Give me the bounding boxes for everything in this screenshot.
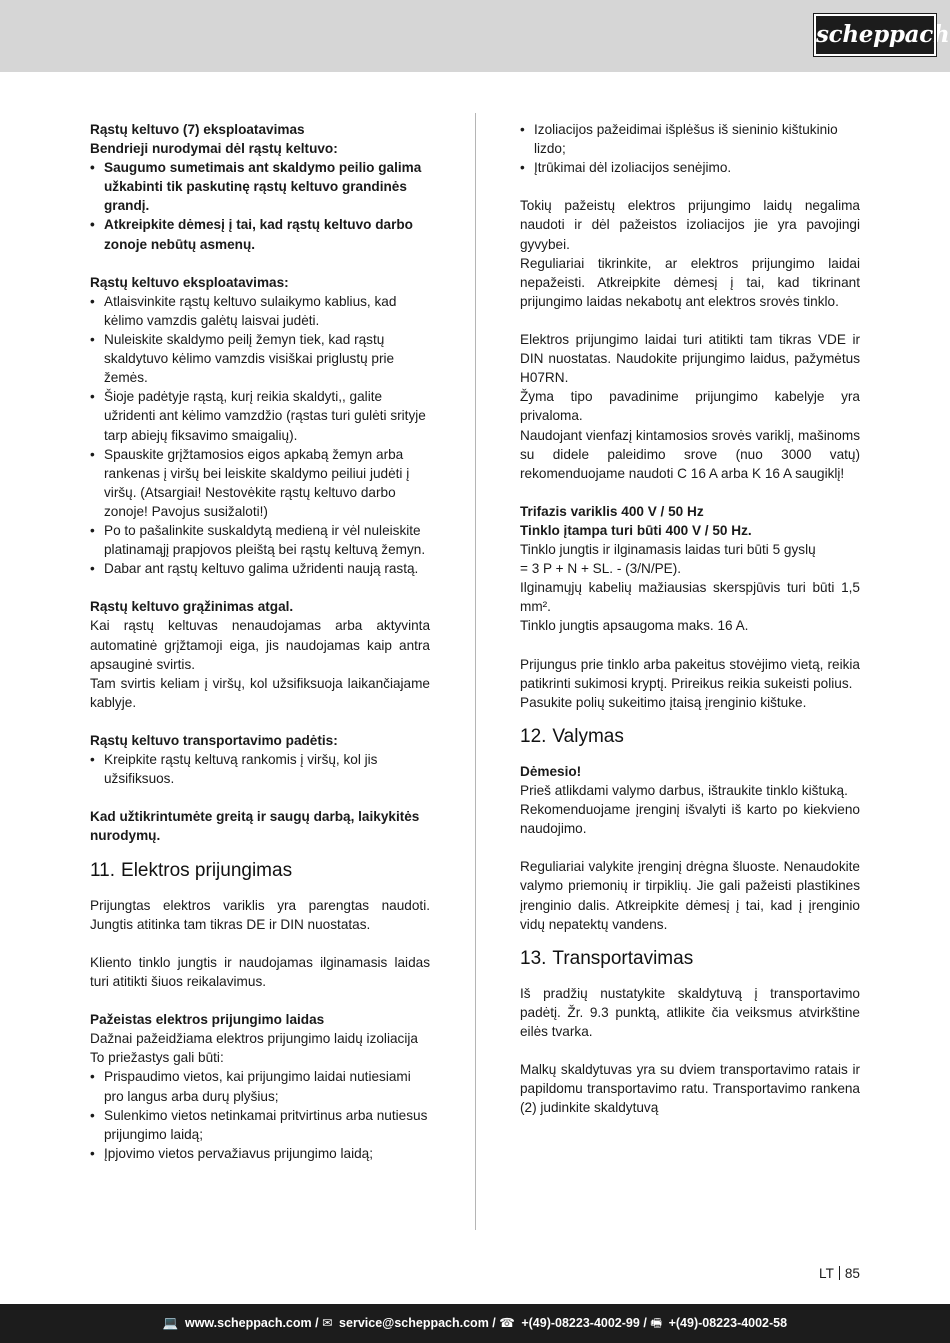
paragraph: Tam svirtis keliam į viršų, kol užsifiksuoja laikančiajame kablyje. — [90, 675, 430, 710]
list-item: • Šioje padėtyje rąstą, kurį reikia skaldyti,, galite užridenti ant kėlimo vamzdžio (rąstas turi gulėti srityje tarp abiejų fiksavimo smaigalių). — [90, 387, 430, 444]
page-footer: 💻 www.scheppach.com / ✉ service@scheppach.com / ☎ +(49)-08223-4002-99 / 🖷 +(49)-08223-4002-58 — [0, 1304, 950, 1343]
left-column — [90, 120, 430, 1163]
section-heading-11: 11. Elektros prijungimas — [90, 859, 293, 881]
paragraph: Kai rąstų keltuvas nenaudojamas arba aktyvinta automatinė grįžtamoji eiga, jis naudojamas kaip antra apsauginė svirtis. — [90, 618, 430, 672]
list-item: • Atkreipkite dėmesį į tai, kad rąstų keltuvo darbo zonoje nebūtų asmenų. — [90, 215, 430, 253]
paragraph: Žyma tipo pavadinime prijungimo kabelyje yra privaloma. — [520, 389, 860, 424]
list-item: • Izoliacijos pažeidimai išplėšus iš sieninio kištukinio lizdo; — [520, 120, 860, 158]
paragraph: To priežastys gali būti: — [90, 1050, 224, 1066]
paragraph: Reguliariai tikrinkite, ar elektros prijungimo laidai nepažeisti. Atkreipkite dėmesį į tai, kad tikrinant prijungimo laidas nekabotų ant elektros srovės tinklo. — [520, 255, 860, 309]
section-title: Rąstų keltuvo grąžinimas atgal. — [90, 599, 294, 615]
bullet-list — [90, 1067, 430, 1162]
page-header — [0, 0, 950, 72]
section-title: Rąstų keltuvo transportavimo padėtis: — [90, 733, 338, 748]
section-title: Rąstų keltuvo (7) eksploatavimas — [90, 122, 305, 137]
column-divider — [475, 113, 476, 1230]
paragraph: Kliento tinklo jungtis ir naudojamas ilginamasis laidas turi atitikti šiuos reikalavimus. — [90, 954, 430, 989]
paragraph: Prijungtas elektros variklis yra parengtas naudoti. Jungtis atitinka tam tikras DE ir DIN nuostatas. — [90, 897, 430, 932]
notice-text: Kad užtikrintumėte greitą ir saugų darbą, laikykitės nurodymų. — [90, 809, 420, 844]
paragraph: Iš pradžių nustatykite skaldytuvą į transportavimo padėtį. Žr. 9.3 punktą, atlikite čia veiksmus atvirkštine eilės tvarka. — [520, 985, 860, 1039]
list-item: • Saugumo sumetimais ant skaldymo peilio galima užkabinti tik paskutinę rąstų keltuvo grandinės grandį. — [90, 158, 430, 215]
section-heading-13: 13. Transportavimas — [520, 947, 694, 969]
bullet-list — [90, 750, 430, 788]
attention-label: Dėmesio! — [520, 763, 582, 779]
paragraph: Tokių pažeistų elektros prijungimo laidų negalima naudoti ir dėl pažeistos izoliacijos jie yra pavojingi gyvybei. — [520, 198, 860, 252]
paragraph: Malkų skaldytuvas yra su dviem transportavimo ratais ir papildomu transportavimo ratu. Transportavimo rankena (2) judinkite skaldytuvą — [520, 1062, 860, 1116]
footer-fax: +(49)-08223-4002-58 — [668, 1316, 788, 1330]
paragraph: Reguliariai valykite įrenginį drėgna šluoste. Nenaudokite valymo priemonių ir tirpiklių. Jie gali pažeisti plastikines įrenginio dalis. Atkreipkite dėmesį į tai, kad į įrenginio vidų nepatektų vandens. — [520, 859, 860, 932]
section-title: Rąstų keltuvo eksploatavimas: — [90, 274, 289, 290]
paragraph: Prieš atlikdami valymo darbus, ištraukite tinklo kištuką. — [520, 783, 848, 798]
list-item: • Kreipkite rąstų keltuvą rankomis į viršų, kol jis užsifiksuos. — [90, 750, 430, 788]
footer-email[interactable]: service@scheppach.com — [339, 1316, 489, 1330]
footer-website[interactable]: www.scheppach.com — [184, 1316, 312, 1330]
brand-logo: scheppach — [814, 14, 936, 56]
paragraph: Tinklo jungtis apsaugoma maks. 16 A. — [520, 618, 749, 634]
paragraph: Rekomenduojame įrenginį išvalyti iš karto po kiekvieno naudojimo. — [520, 802, 860, 837]
paragraph: Tinklo jungtis ir ilginamasis laidas turi būti 5 gyslų — [520, 542, 816, 558]
list-item: • Dabar ant rąstų keltuvo galima užridenti naują rastą. — [90, 559, 430, 578]
section-heading-12: 12. Valymas — [520, 725, 624, 747]
section-title: Pažeistas elektros prijungimo laidas — [90, 1012, 325, 1028]
section-title: Trifazis variklis 400 V / 50 Hz — [520, 503, 704, 519]
fax-icon: 🖷 — [650, 1316, 663, 1330]
list-item: • Įtrūkimai dėl izoliacijos senėjimo. — [520, 158, 860, 177]
bullet-list — [520, 120, 860, 177]
list-item: • Įpjovimo vietos pervažiavus prijungimo laidą; — [90, 1144, 430, 1163]
section-subtitle: Bendrieji nurodymai dėl rąstų keltuvo: — [90, 141, 338, 157]
list-item: • Spauskite grįžtamosios eigos apkabą žemyn arba rankenas į viršų bei leiskite skaldymo peiliui judėti į viršų. (Atsargiai! Nestovėkite rąstų keltuvo darbo zonoje! Pavojus susižaloti!) — [90, 445, 430, 521]
mail-icon: ✉ — [322, 1316, 333, 1330]
right-column — [520, 120, 860, 1117]
list-item: • Po to pašalinkite suskaldytą medieną ir vėl nuleiskite platinamąjį prapjovos pleištą bei rąstų keltuvą žemyn. — [90, 521, 430, 559]
paragraph: Elektros prijungimo laidai turi atitikti tam tikras VDE ir DIN nuostatas. Naudokite prijungimo laidus, pažymėtus H07RN. — [520, 332, 860, 386]
paragraph: = 3 P + N + SL. - (3/N/PE). — [520, 561, 682, 577]
page-number-value: 85 — [844, 1266, 860, 1281]
paragraph: Pasukite polių sukeitimo įtaisą įrenginio kištuke. — [520, 694, 807, 710]
section-subtitle: Tinklo įtampa turi būti 400 V / 50 Hz. — [520, 522, 752, 538]
bullet-list — [90, 158, 430, 253]
phone-icon: ☎ — [499, 1316, 515, 1330]
list-item: • Sulenkimo vietos netinkamai pritvirtinus arba nutiesus prijungimo laidą; — [90, 1106, 430, 1144]
paragraph: Dažnai pažeidžiama elektros prijungimo laidų izoliacija — [90, 1031, 418, 1047]
page-number — [819, 1266, 860, 1281]
list-item: • Prispaudimo vietos, kai prijungimo laidai nutiesiami pro langus arba durų plyšius; — [90, 1067, 430, 1105]
footer-phone: +(49)-08223-4002-99 — [521, 1316, 640, 1330]
list-item: • Atlaisvinkite rąstų keltuvo sulaikymo kablius, kad kėlimo vamzdis galėtų laisvai judėti. — [90, 292, 430, 330]
paragraph: Prijungus prie tinklo arba pakeitus stovėjimo vietą, reikia patikrinti sukimosi kryptį. Prireikus reikia sukeisti polius. — [520, 656, 860, 691]
list-item: • Nuleiskite skaldymo peilį žemyn tiek, kad rąstų skaldytuvo kėlimo vamzdis visiškai priglustų prie žemės. — [90, 330, 430, 387]
paragraph: Naudojant vienfazį kintamosios srovės variklį, mašinoms su didele paleidimo srove (nuo 3000 vatų) rekomenduojame naudoti C 16 A arba K 16 A saugiklį! — [520, 427, 860, 481]
bullet-list — [90, 292, 430, 578]
computer-icon: 💻 — [162, 1316, 179, 1330]
page-language: LT — [819, 1266, 834, 1281]
paragraph: Ilginamųjų kabelių mažiausias skerspjūvis turi būti 1,5 mm². — [520, 580, 860, 615]
